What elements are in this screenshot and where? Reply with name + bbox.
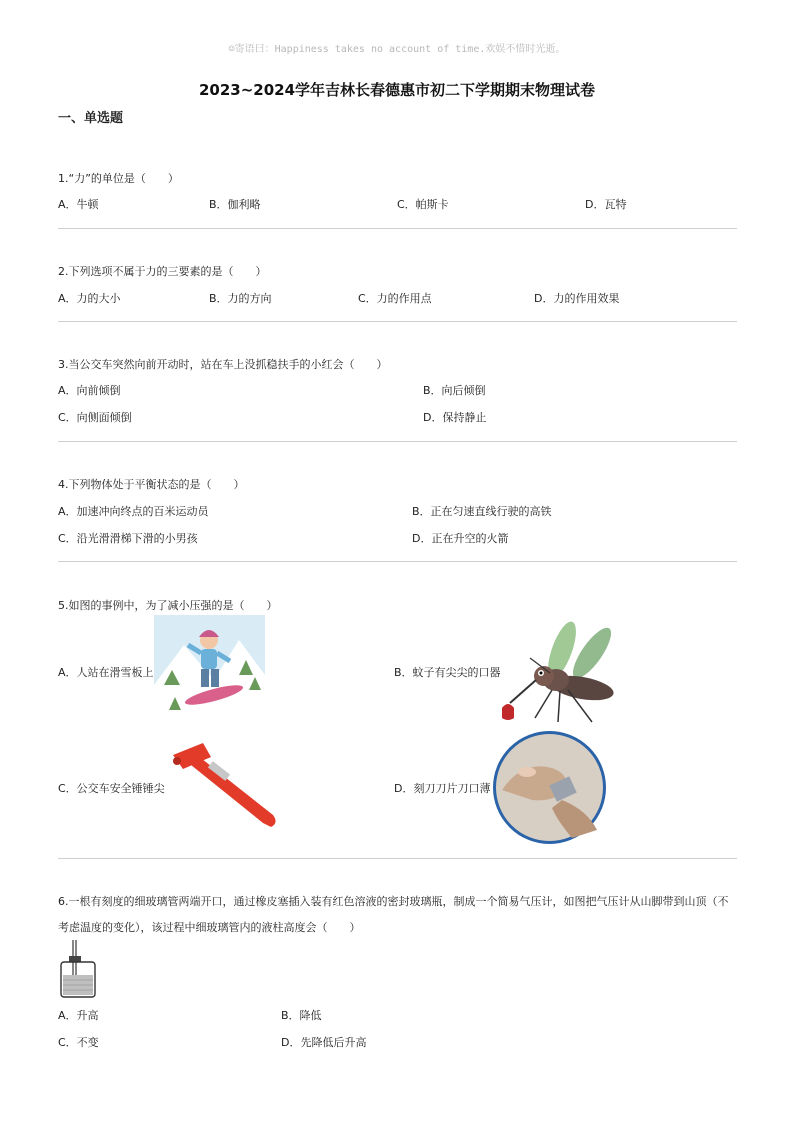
question-1-stem: 1.“力”的单位是（ ）: [58, 172, 179, 185]
question-5-stem: 5.如图的事例中，为了减小压强的是（ ）: [58, 599, 278, 612]
q4-option-a[interactable]: A．加速冲向终点的百米运动员: [58, 505, 209, 518]
question-3-stem: 3.当公交车突然向前开动时，站在车上没抓稳扶手的小红会（ ）: [58, 358, 388, 371]
safety-hammer-image: [163, 737, 283, 829]
q6-option-a[interactable]: A．升高: [58, 1009, 99, 1022]
page-title: 2023~2024学年吉林长春德惠市初二下学期期末物理试卷: [198, 81, 596, 99]
q4-option-c[interactable]: C．沿光滑滑梯下滑的小男孩: [58, 532, 198, 545]
q2-option-c[interactable]: C．力的作用点: [358, 292, 432, 305]
q2-option-b[interactable]: B．力的方向: [209, 292, 272, 305]
q6-option-b[interactable]: B．降低: [281, 1009, 322, 1022]
q3-option-d[interactable]: D．保持静止: [423, 411, 487, 424]
q3-option-a[interactable]: A．向前倾倒: [58, 384, 121, 397]
q5-option-c[interactable]: C．公交车安全锤锤尖: [58, 782, 165, 795]
divider: [58, 858, 737, 859]
q5-option-a[interactable]: A．人站在滑雪板上: [58, 666, 154, 679]
question-4-stem: 4.下列物体处于平衡状态的是（ ）: [58, 478, 245, 491]
q5-option-d[interactable]: D．刻刀刀片刀口薄: [394, 782, 491, 795]
q2-option-d[interactable]: D．力的作用效果: [534, 292, 620, 305]
divider: [58, 561, 737, 562]
snowboarder-image: [154, 615, 265, 723]
q3-option-b[interactable]: B．向后倾倒: [423, 384, 486, 397]
q1-option-b[interactable]: B．伽利略: [209, 198, 261, 211]
carving-knife-image: [492, 730, 607, 845]
q4-option-d[interactable]: D．正在升空的火箭: [412, 532, 509, 545]
section-heading: 一、单选题: [58, 111, 124, 126]
q5-option-b[interactable]: B．蚊子有尖尖的口器: [394, 666, 501, 679]
q4-option-b[interactable]: B．正在匀速直线行驶的高铁: [412, 505, 552, 518]
divider: [58, 321, 737, 322]
q1-option-a[interactable]: A．牛顿: [58, 198, 99, 211]
q1-option-c[interactable]: C．帕斯卡: [397, 198, 449, 211]
question-2-stem: 2.下列选项不属于力的三要素的是（ ）: [58, 265, 267, 278]
mosquito-image: [500, 618, 625, 726]
q3-option-c[interactable]: C．向侧面倾倒: [58, 411, 132, 424]
q2-option-a[interactable]: A．力的大小: [58, 292, 121, 305]
q6-option-d[interactable]: D．先降低后升高: [281, 1036, 367, 1049]
divider: [58, 441, 737, 442]
q1-option-d[interactable]: D．瓦特: [585, 198, 627, 211]
q6-option-c[interactable]: C．不变: [58, 1036, 99, 1049]
question-6-stem-line-1: 6.一根有刻度的细玻璃管两端开口，通过橡皮塞插入装有红色溶液的密封玻璃瓶，制成一个简易气压计，如图把气压计从山脚带到山顶（不: [58, 895, 729, 908]
question-6-stem-line-2: 考虑温度的变化），该过程中细玻璃管内的液柱高度会（ ）: [58, 921, 361, 934]
divider: [58, 228, 737, 229]
barometer-bottle-image: [57, 940, 99, 1000]
watermark: ☺寄语曰：Happiness takes no account of time.欢娱不惜时光逝。: [228, 44, 566, 55]
